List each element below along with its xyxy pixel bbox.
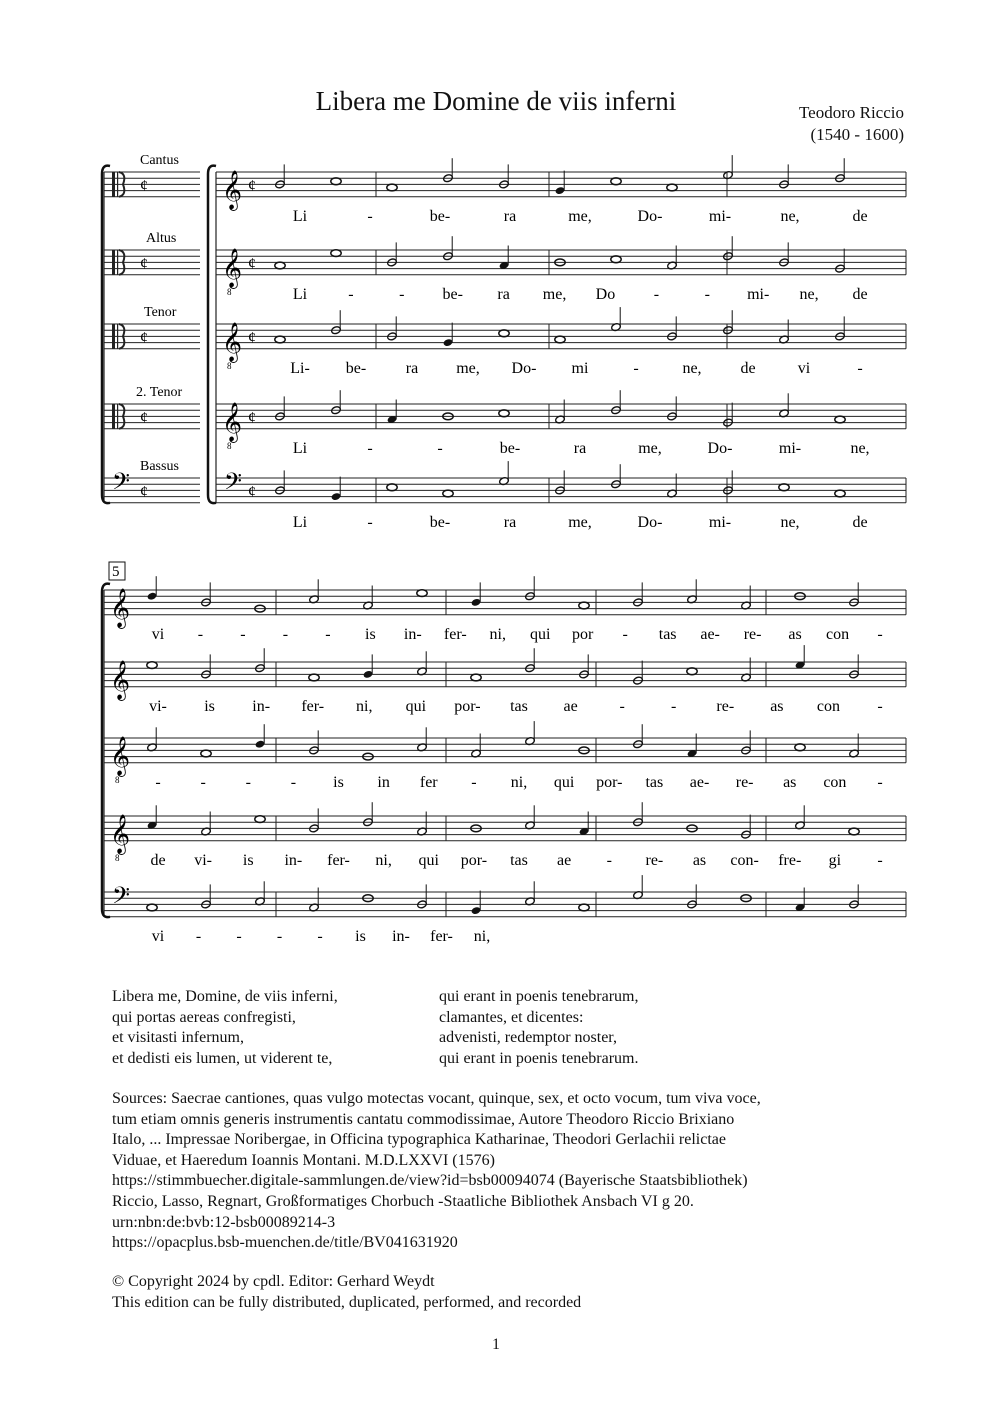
system-bracket: [208, 166, 216, 503]
lyric-syllable: con: [823, 773, 847, 791]
whole-note: [443, 490, 453, 497]
lyric-syllable: vi: [797, 359, 811, 377]
time-signature: ¢: [248, 255, 256, 273]
lyric-syllable: ni,: [489, 625, 506, 643]
lyric-syllable: ne,: [682, 359, 702, 377]
whole-note: [687, 668, 697, 675]
lyric-syllable: de: [852, 285, 868, 303]
time-signature: ¢: [248, 329, 256, 347]
lyric-syllable: Do-: [511, 359, 537, 377]
lyric-syllable: ra: [497, 285, 510, 303]
lyric-syllable: tas: [510, 851, 528, 869]
source-line: urn:nbn:de:bvb:12-bsb00089214-3: [112, 1213, 336, 1231]
lyric-syllable: tas: [645, 773, 664, 791]
lyric-syllable: -: [348, 285, 354, 303]
lyric-syllable: -: [653, 285, 660, 303]
lyric-syllable: -: [240, 625, 246, 643]
lyric-syllable: Li: [292, 513, 308, 531]
text-line: et dedisti eis lumen, ut viderent te,: [112, 1049, 333, 1067]
lyric-syllable: ni,: [510, 773, 528, 791]
lyric-syllable: fer-: [443, 625, 467, 643]
source-link[interactable]: https://opacplus.bsb-muenchen.de/title/BV041631920: [112, 1234, 458, 1252]
lyric-syllable: de: [150, 851, 166, 869]
text-line: advenisti, redemptor noster,: [439, 1029, 617, 1046]
octave-marker: 8: [227, 360, 232, 371]
lyric-syllable: -: [877, 697, 883, 715]
treble-clef: 𝄞: [110, 813, 131, 854]
source-line: tum etiam omnis generis instrumentis cantatu commodissimae, Autore Theodoro Riccio Brixiano: [112, 1110, 735, 1128]
whole-note: [835, 416, 845, 423]
lyric-syllable: de: [740, 359, 756, 377]
whole-note: [147, 904, 157, 911]
lyric-syllable: me,: [568, 513, 592, 531]
lyric-syllable: me,: [638, 439, 662, 457]
whole-note: [275, 262, 285, 269]
system-bracket: [102, 166, 110, 503]
c-clef: [112, 250, 115, 275]
lyric-syllable: is: [242, 851, 254, 869]
lyric-syllable: por-: [454, 697, 481, 715]
lyric-syllable: -: [671, 697, 677, 715]
lyric-syllable: in-: [252, 697, 271, 715]
bass-clef: 𝄢: [224, 467, 243, 501]
c-clef: [117, 324, 118, 349]
lyric-syllable: fer-: [301, 697, 325, 715]
lyric-syllable: as: [692, 851, 707, 869]
lyric-syllable: in-: [403, 625, 422, 643]
source-line: Viduae, et Haeredum Ioannis Montani. M.D.LXXVI (1576): [112, 1151, 495, 1169]
lyric-syllable: -: [367, 513, 373, 531]
text-left-column: [112, 987, 338, 1069]
lyric-syllable: ra: [503, 513, 517, 531]
lyric-syllable: -: [704, 285, 710, 303]
lyric-syllable: qui: [553, 773, 575, 791]
copyright-line: © Copyright 2024 by cpdl. Editor: Gerhard Weydt: [112, 1273, 435, 1290]
system-brackets: [102, 166, 216, 917]
c-clef: [117, 172, 118, 197]
whole-note: [611, 256, 621, 263]
lyric-syllable: ne,: [850, 439, 870, 457]
text-line: clamantes, et dicentes:: [439, 1008, 584, 1026]
lyric-syllable: -: [606, 851, 612, 869]
lyric-syllable: in-: [392, 927, 410, 945]
voice-label: Cantus: [140, 153, 179, 168]
lyric-syllable: -: [245, 773, 251, 791]
time-signature: ¢: [140, 255, 148, 273]
lyric-syllable: -: [622, 625, 628, 643]
treble-clef: 𝄞: [110, 587, 131, 628]
lyric-syllable: -: [367, 439, 373, 457]
whole-note: [579, 602, 589, 609]
lyric-syllable: re-: [743, 625, 762, 643]
c-clef: [112, 324, 115, 349]
time-signature: ¢: [248, 483, 256, 501]
time-signature: ¢: [140, 177, 148, 195]
lyric-syllable: vi-: [194, 851, 213, 869]
time-signature: ¢: [140, 483, 148, 501]
lyric-syllable: -: [325, 625, 331, 643]
lyric-syllable: con: [816, 697, 840, 715]
lyric-syllable: vi-: [149, 697, 167, 715]
lyric-syllable: ra: [573, 439, 587, 457]
lyric-syllable: de: [852, 513, 868, 531]
text-line: qui portas aereas confregisti,: [112, 1008, 296, 1026]
lyric-syllable: -: [317, 927, 323, 945]
lyric-syllable: de: [852, 207, 868, 225]
lyric-syllable: is: [365, 625, 376, 643]
lyric-syllable: ae-: [700, 625, 720, 643]
time-signature: ¢: [140, 409, 148, 427]
voice-label: Altus: [146, 231, 177, 246]
lyric-syllable: ne,: [780, 513, 800, 531]
lyric-syllable: me,: [568, 207, 592, 225]
lyric-syllable: por-: [596, 773, 623, 791]
lyric-syllable: Do-: [637, 207, 663, 225]
lyric-syllable: Do-: [707, 439, 733, 457]
whole-note: [309, 674, 319, 681]
lyric-syllable: -: [877, 851, 883, 869]
lyric-syllable: tas: [510, 697, 528, 715]
whole-note: [387, 184, 397, 191]
octave-marker: 8: [115, 852, 120, 863]
lyric-syllable: fer-: [327, 851, 350, 869]
lyric-syllable: -: [200, 773, 206, 791]
whole-note: [471, 674, 481, 681]
lyric-syllable: qui: [530, 625, 551, 643]
lyric-syllable: ni,: [356, 697, 373, 715]
whole-note: [499, 330, 509, 337]
lyric-syllable: -: [399, 285, 405, 303]
voice-label: 2. Tenor: [136, 385, 183, 400]
voice-label: Tenor: [144, 305, 177, 320]
source-line: Riccio, Lasso, Regnart, Großformatiges Chorbuch -Staatliche Bibliothek Ansbach VI g 20.: [112, 1192, 694, 1210]
whole-note: [555, 336, 565, 343]
source-link[interactable]: https://stimmbuecher.digitale-sammlungen.de/view?id=bsb00094074 (Bayerische Staatsbibliothek): [112, 1172, 748, 1190]
measure-number: 5: [112, 564, 120, 580]
license-line: This edition can be fully distributed, duplicated, performed, and recorded: [112, 1293, 582, 1311]
bass-clef: 𝄢: [112, 467, 131, 501]
lyric-syllable: -: [290, 773, 297, 791]
source-line: Italo, ... Impressae Noribergae, in Officina typographica Katharinae, Theodori Gerlachii relictae: [112, 1131, 726, 1149]
lyric-syllable: -: [197, 625, 204, 643]
lyric-syllable: ni,: [473, 927, 491, 945]
lyric-syllable: Li-: [290, 359, 310, 377]
lyric-syllable: ae: [563, 697, 578, 715]
lyric-syllable: mi-: [708, 207, 732, 225]
text-right-column: [439, 987, 639, 1069]
treble-clef: 𝄞: [222, 401, 243, 442]
bass-clef: 𝄢: [112, 881, 131, 915]
lyric-syllable: mi-: [708, 513, 732, 531]
lyric-syllable: ae-: [689, 773, 710, 791]
text-line: et visitasti infernum,: [112, 1029, 244, 1046]
whole-note: [387, 484, 397, 491]
lyric-syllable: ra: [405, 359, 419, 377]
octave-marker: 8: [227, 286, 232, 297]
whole-note: [579, 904, 589, 911]
lyric-syllable: mi: [571, 359, 589, 377]
whole-note: [331, 250, 341, 257]
whole-note: [667, 184, 677, 191]
lyric-syllable: Li: [292, 207, 308, 225]
lyric-syllable: tas: [658, 625, 677, 643]
lyric-syllable: -: [619, 697, 625, 715]
lyric-syllable: -: [877, 773, 883, 791]
whole-note: [255, 816, 265, 823]
lyric-syllable: Do-: [637, 513, 663, 531]
treble-clef: 𝄞: [222, 169, 243, 210]
lyric-syllable: -: [276, 927, 283, 945]
lyric-syllable: Do: [595, 285, 616, 303]
lyric-syllable: as: [770, 697, 784, 715]
octave-marker: 8: [227, 440, 232, 451]
whole-note: [417, 590, 427, 597]
text-line: Libera me, Domine, de viis inferni,: [112, 988, 338, 1005]
lyric-syllable: -: [437, 439, 443, 457]
lyric-syllable: be-: [442, 285, 463, 303]
octave-marker: 8: [115, 774, 120, 785]
lyric-syllable: is: [333, 773, 344, 791]
lyric-syllable: vi: [151, 625, 165, 643]
treble-clef: 𝄞: [110, 735, 131, 776]
lyric-syllable: con-: [730, 851, 759, 869]
lyric-syllable: ne,: [780, 207, 800, 225]
clefs: [110, 170, 256, 915]
lyric-syllable: be-: [345, 359, 367, 377]
treble-clef: 𝄞: [110, 659, 131, 700]
composer-dates: (1540 - 1600): [810, 125, 904, 144]
c-clef: [112, 172, 115, 197]
lyric-syllable: qui: [405, 697, 427, 715]
lyric-syllable: qui: [418, 851, 439, 869]
lyric-syllable: fer-: [430, 927, 453, 945]
whole-note: [611, 178, 621, 185]
lyric-syllable: Li: [292, 439, 308, 457]
treble-clef: 𝄞: [222, 321, 243, 362]
lyric-syllable: re-: [716, 697, 735, 715]
lyric-syllable: ne,: [799, 285, 819, 303]
page-title: Libera me Domine de viis inferni: [315, 86, 677, 116]
lyric-syllable: in-: [284, 851, 303, 869]
whole-note: [795, 744, 805, 751]
lyric-syllable: mi-: [778, 439, 802, 457]
lyric-syllable: fre-: [778, 851, 802, 869]
c-clef: [117, 404, 118, 429]
lyric-syllable: re-: [645, 851, 664, 869]
lyric-syllable: be-: [429, 513, 451, 531]
lyric-syllable: me,: [456, 359, 480, 377]
lyric-syllable: Li: [292, 285, 308, 303]
lyric-syllable: be-: [429, 207, 451, 225]
whole-note: [147, 662, 157, 669]
lyric-syllable: be-: [499, 439, 521, 457]
voice-label: Bassus: [140, 459, 179, 474]
lyric-syllable: con: [825, 625, 850, 643]
lyric-syllable: is: [204, 697, 215, 715]
lyric-syllable: ni,: [375, 851, 392, 869]
whole-note: [331, 178, 341, 185]
lyric-syllable: fer: [419, 773, 438, 791]
lyric-syllable: -: [471, 773, 477, 791]
sources-block: [112, 1089, 882, 1254]
lyric-syllable: -: [195, 927, 202, 945]
lyric-syllable: re-: [735, 773, 754, 791]
text-line: qui erant in poenis tenebrarum.: [439, 1049, 639, 1067]
time-signature: ¢: [248, 409, 256, 427]
whole-note: [201, 750, 211, 757]
lyric-syllable: is: [355, 927, 366, 945]
lyric-syllable: vi: [151, 927, 165, 945]
whole-note: [275, 336, 285, 343]
lyric-syllable: -: [367, 207, 373, 225]
treble-clef: 𝄞: [222, 247, 243, 288]
page-number: 1: [492, 1336, 500, 1353]
lyric-syllable: por-: [460, 851, 488, 869]
lyric-syllable: mi-: [747, 285, 770, 303]
time-signature: ¢: [140, 329, 148, 347]
composer-name: Teodoro Riccio: [798, 103, 904, 122]
lyric-syllable: -: [877, 625, 883, 643]
copyright-block: [112, 1272, 581, 1313]
c-clef: [117, 250, 118, 275]
c-clef: [112, 404, 115, 429]
whole-note: [849, 828, 859, 835]
whole-note: [835, 490, 845, 497]
lyric-syllable: -: [282, 625, 289, 643]
lyric-syllable: ae: [557, 851, 572, 869]
lyric-syllable: in: [377, 773, 390, 791]
lyric-syllable: -: [155, 773, 161, 791]
lyric-syllable: ra: [503, 207, 517, 225]
lyric-syllable: -: [633, 359, 639, 377]
lyric-syllable: me,: [542, 285, 567, 303]
text-line: qui erant in poenis tenebrarum,: [439, 988, 639, 1005]
whole-note: [499, 410, 509, 417]
lyric-syllable: gi: [828, 851, 842, 869]
lyric-syllable: as: [788, 625, 802, 643]
lyric-syllable: -: [857, 359, 863, 377]
lyric-syllable: as: [783, 773, 797, 791]
whole-note: [779, 484, 789, 491]
time-signature: ¢: [248, 177, 256, 195]
lyric-syllable: por: [572, 625, 594, 643]
source-line: Sources: Saecrae cantiones, quas vulgo motectas vocant, quinque, sex, et octo vocum, tum viva voce,: [112, 1090, 761, 1107]
lyric-syllable: -: [236, 927, 242, 945]
